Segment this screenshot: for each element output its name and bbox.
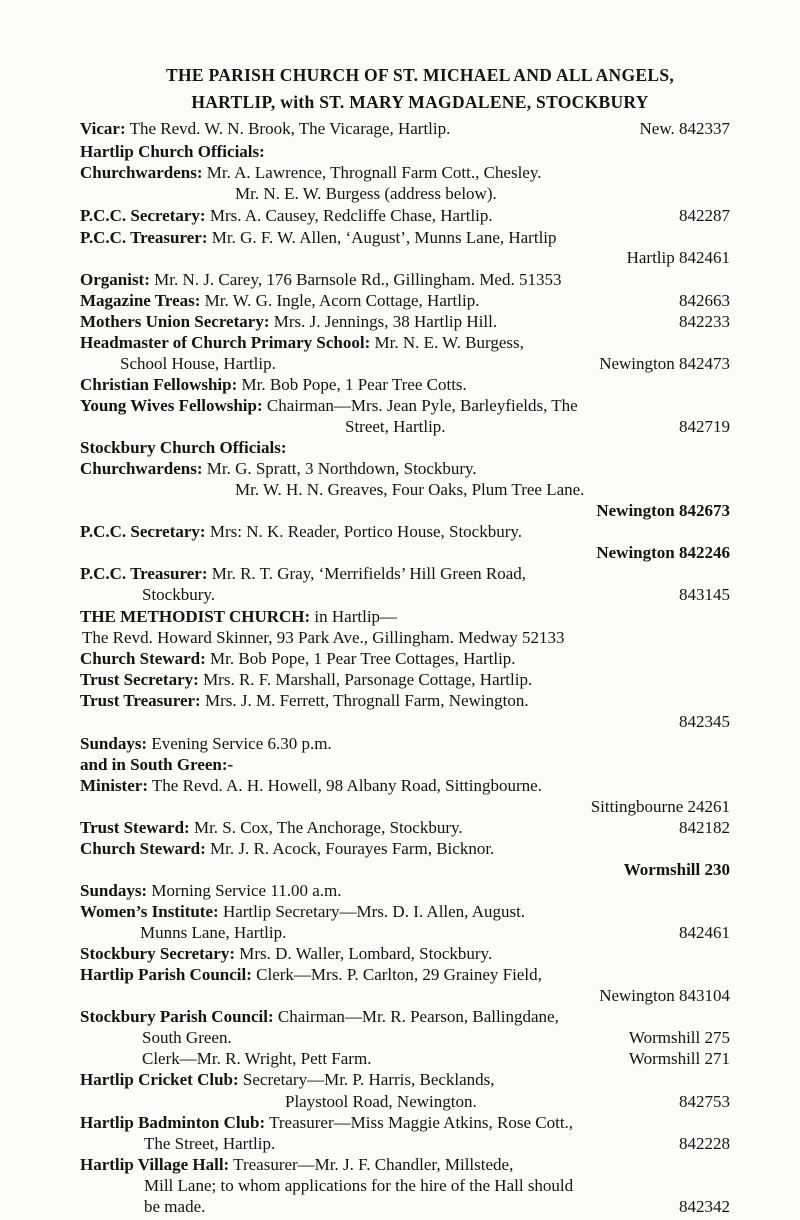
entry-label: and in South Green:- (80, 755, 234, 774)
entry-line (80, 1006, 730, 1027)
entry-line (80, 500, 730, 521)
entry-detail: Munns Lane, Hartlip. (140, 923, 287, 942)
entry-line (80, 374, 730, 395)
entry-line (80, 733, 730, 754)
phone-number: 842663 (679, 291, 730, 310)
entry-detail: Evening Service 6.30 p.m. (147, 734, 332, 753)
entry-detail: Hartlip Secretary—Mrs. D. I. Allen, August. (218, 902, 526, 921)
entry-line (80, 183, 730, 204)
entry-label: Vicar: (80, 119, 126, 138)
phone-number: 843145 (679, 585, 730, 604)
phone-number: 842182 (679, 818, 730, 837)
entry-detail: Mr. W. H. N. Greaves, Four Oaks, Plum Tree Lane. (235, 480, 585, 499)
phone-number: Wormshill 230 (623, 860, 730, 879)
entry-line (80, 563, 730, 584)
entry-line (80, 690, 730, 711)
entry-detail: Mr. Bob Pope, 1 Pear Tree Cottages, Hartlip. (205, 649, 516, 668)
entry-text (235, 183, 497, 204)
entry-detail: Mrs. R. F. Marshall, Parsonage Cottage, Hartlip. (198, 670, 533, 689)
entry-detail: in Hartlip— (310, 607, 398, 626)
phone-number: Hartlip 842461 (626, 248, 730, 267)
entry-detail: Mr. N. J. Carey, 176 Barnsole Rd., Gillingham. Med. 51353 (149, 270, 562, 289)
entry-line (80, 1112, 730, 1133)
entry-detail: Mr. W. G. Ingle, Acorn Cottage, Hartlip. (200, 291, 480, 310)
entry-line (80, 859, 730, 880)
entry-label: Churchwardens: (80, 459, 203, 478)
entry-line (80, 606, 730, 627)
entry-text (80, 1069, 495, 1090)
entry-detail: Mill Lane; to whom applications for the hire of the Hall should (144, 1176, 574, 1195)
entry-text (80, 269, 561, 290)
entry-text (80, 521, 522, 542)
entry-text (80, 964, 542, 985)
entry-text (144, 1175, 573, 1196)
entry-detail: Mr. G. F. W. Allen, ‘August’, Munns Lane, Hartlip (207, 228, 557, 247)
phone-number: 842342 (679, 1197, 730, 1216)
phone-number: Newington 843104 (599, 986, 730, 1005)
phone-number: 842287 (679, 206, 730, 225)
entry-line (80, 1048, 730, 1069)
phone-number: 842233 (679, 312, 730, 331)
entry-label: THE METHODIST CHURCH: (80, 607, 311, 626)
entry-line (80, 880, 730, 901)
entry-detail: Mr. A. Lawrence, Thrognall Farm Cott., Chesley. (202, 163, 542, 182)
phone-number: Newington 842246 (596, 543, 730, 562)
entry-detail: South Green. (142, 1028, 232, 1047)
entry-text (80, 754, 233, 775)
entry-line (80, 775, 730, 796)
entry-label: Mothers Union Secretary: (80, 312, 270, 331)
entry-line (80, 141, 730, 162)
entry-line (80, 901, 730, 922)
entry-text (80, 374, 467, 395)
entry-detail: Playstool Road, Newington. (285, 1092, 477, 1111)
entry-line (80, 395, 730, 416)
entry-detail: Mr. S. Cox, The Anchorage, Stockbury. (189, 818, 463, 837)
entry-text (80, 838, 494, 859)
phone-number: Wormshill 275 (628, 1028, 730, 1047)
entry-line (80, 985, 730, 1006)
entry-text (144, 1133, 275, 1154)
entry-line (80, 922, 730, 943)
entry-text (80, 1154, 513, 1175)
entry-line (80, 416, 730, 437)
entry-label: Hartlip Church Officials: (80, 142, 265, 161)
entry-line (80, 1154, 730, 1175)
entry-detail: Mr. R. T. Gray, ‘Merrifields’ Hill Green Road, (207, 564, 527, 583)
phone-number: New. 842337 (639, 119, 730, 138)
entry-text (80, 690, 529, 711)
entry-label: Church Steward: (80, 839, 206, 858)
entry-line (80, 1027, 730, 1048)
entry-detail: Treasurer—Miss Maggie Atkins, Rose Cott., (265, 1113, 574, 1132)
entry-text (80, 648, 516, 669)
entry-label: Hartlip Village Hall: (80, 1155, 230, 1174)
entry-label: Stockbury Secretary: (80, 944, 236, 963)
entry-detail: Morning Service 11.00 a.m. (147, 881, 342, 900)
entry-line (80, 227, 730, 248)
entry-text (80, 437, 287, 458)
entry-text (80, 458, 477, 479)
entry-label: Stockbury Parish Council: (80, 1007, 274, 1026)
entry-label: Hartlip Badminton Club: (80, 1113, 266, 1132)
entry-detail: Mr. N. E. W. Burgess (address below). (235, 184, 497, 203)
entry-line (80, 437, 730, 458)
entry-detail: Mr. Bob Pope, 1 Pear Tree Cotts. (237, 375, 467, 394)
entry-line (80, 247, 730, 268)
entry-label: Magazine Treas: (80, 291, 201, 310)
heading-line-1: THE PARISH CHURCH OF ST. MICHAEL AND ALL ANGELS, (165, 65, 675, 85)
entry-line (80, 754, 730, 775)
entry-detail: Mr. G. Spratt, 3 Northdown, Stockbury. (202, 459, 477, 478)
entry-detail: Mrs. A. Causey, Redcliffe Chase, Hartlip. (205, 206, 493, 225)
entry-text (345, 416, 446, 437)
entry-detail: School House, Hartlip. (120, 354, 276, 373)
entry-line (80, 521, 730, 542)
entry-text (140, 922, 286, 943)
entry-label: P.C.C. Treasurer: (80, 564, 208, 583)
entry-detail: Clerk—Mrs. P. Carlton, 29 Grainey Field, (251, 965, 542, 984)
entry-label: Minister: (80, 776, 148, 795)
entry-detail: Chairman—Mrs. Jean Pyle, Barleyfields, The (262, 396, 578, 415)
entry-line (80, 1069, 730, 1090)
phone-number: 842345 (679, 712, 730, 731)
entry-text (80, 141, 265, 162)
entry-detail: be made. (144, 1197, 206, 1216)
entry-text (80, 733, 332, 754)
entry-text (80, 901, 525, 922)
entry-text (80, 1006, 559, 1027)
entry-label: Sundays: (80, 734, 148, 753)
entry-detail: Mrs. J. Jennings, 38 Hartlip Hill. (269, 312, 498, 331)
entry-line (80, 205, 730, 226)
entry-line (80, 118, 730, 139)
entry-text (80, 332, 524, 353)
entry-line (80, 943, 730, 964)
entry-text (235, 479, 584, 500)
entry-line (80, 584, 730, 605)
entry-line (80, 648, 730, 669)
entry-label: Headmaster of Church Primary School: (80, 333, 371, 352)
entry-label: Trust Treasurer: (80, 691, 201, 710)
entry-detail: Mrs. D. Waller, Lombard, Stockbury. (235, 944, 493, 963)
entry-detail: Clerk—Mr. R. Wright, Pett Farm. (142, 1049, 372, 1068)
entry-text (82, 627, 564, 648)
entry-text (80, 563, 526, 584)
entry-text (80, 943, 492, 964)
entry-detail: The Revd. Howard Skinner, 93 Park Ave., Gillingham. Medway 52133 (82, 628, 565, 647)
entry-label: Hartlip Cricket Club: (80, 1070, 239, 1089)
entry-label: Stockbury Church Officials: (80, 438, 287, 457)
entry-line (80, 1196, 730, 1217)
entry-text (80, 1112, 573, 1133)
entry-text (80, 162, 541, 183)
entry-detail: Mr. N. E. W. Burgess, (370, 333, 524, 352)
entry-detail: Mr. J. R. Acock, Fourayes Farm, Bicknor. (205, 839, 495, 858)
entry-detail: Street, Hartlip. (345, 417, 446, 436)
entry-text (80, 227, 557, 248)
entry-label: Young Wives Fellowship: (80, 396, 263, 415)
entry-detail: Treasurer—Mr. J. F. Chandler, Millstede, (229, 1155, 514, 1174)
entry-line (80, 669, 730, 690)
entry-label: Sundays: (80, 881, 148, 900)
entry-line (80, 627, 730, 648)
entry-line (80, 479, 730, 500)
entry-text (144, 1196, 205, 1217)
entry-line (80, 711, 730, 732)
entry-text (80, 775, 542, 796)
entry-detail: Stockbury. (142, 585, 216, 604)
entry-detail: Mrs: N. K. Reader, Portico House, Stockbury. (205, 522, 523, 541)
entry-text (80, 290, 479, 311)
entry-text (142, 1027, 232, 1048)
phone-number: 842719 (679, 417, 730, 436)
entry-label: P.C.C. Secretary: (80, 206, 206, 225)
entry-label: Hartlip Parish Council: (80, 965, 252, 984)
phone-number: 842228 (679, 1134, 730, 1153)
entry-line (80, 311, 730, 332)
phone-number: 842461 (679, 923, 730, 942)
entry-label: Trust Secretary: (80, 670, 199, 689)
entry-line (80, 1175, 730, 1196)
entry-text (80, 817, 463, 838)
entry-detail: Chairman—Mr. R. Pearson, Ballingdane, (273, 1007, 559, 1026)
entry-line (80, 964, 730, 985)
entry-label: Church Steward: (80, 649, 206, 668)
entry-text (285, 1091, 477, 1112)
entry-detail: The Revd. A. H. Howell, 98 Albany Road, Sittingbourne. (147, 776, 542, 795)
entry-text (120, 353, 276, 374)
entry-label: Trust Steward: (80, 818, 190, 837)
entry-line (80, 290, 730, 311)
entry-line (80, 458, 730, 479)
entry-text (80, 606, 397, 627)
entry-detail: The Revd. W. N. Brook, The Vicarage, Hartlip. (125, 119, 451, 138)
entry-line (80, 353, 730, 374)
entry-text (80, 880, 341, 901)
entry-label: P.C.C. Treasurer: (80, 228, 208, 247)
phone-number: Newington 842473 (599, 354, 730, 373)
entry-detail: Mrs. J. M. Ferrett, Thrognall Farm, Newington. (200, 691, 529, 710)
entry-text (80, 118, 450, 139)
entry-line (80, 332, 730, 353)
entry-text (80, 205, 493, 226)
entry-label: Churchwardens: (80, 163, 203, 182)
entry-detail: The Street, Hartlip. (144, 1134, 276, 1153)
phone-number: Sittingbourne 24261 (590, 797, 730, 816)
heading-line-2: HARTLIP, with ST. MARY MAGDALENE, STOCKBURY (191, 92, 649, 112)
phone-number: Wormshill 271 (628, 1049, 730, 1068)
entry-line (80, 542, 730, 563)
entry-line (80, 269, 730, 290)
entry-label: Women’s Institute: (80, 902, 219, 921)
entry-line (80, 796, 730, 817)
entry-detail: Secretary—Mr. P. Harris, Becklands, (238, 1070, 495, 1089)
entry-line (80, 162, 730, 183)
phone-number: 842753 (679, 1092, 730, 1111)
entry-text (80, 311, 497, 332)
entry-line (80, 817, 730, 838)
entry-text (142, 1048, 371, 1069)
entry-label: Organist: (80, 270, 150, 289)
entry-label: P.C.C. Secretary: (80, 522, 206, 541)
entry-line (80, 838, 730, 859)
entry-line (80, 1091, 730, 1112)
phone-number: Newington 842673 (596, 501, 730, 520)
entry-label: Christian Fellowship: (80, 375, 238, 394)
entry-line (80, 1133, 730, 1154)
entry-text (142, 584, 215, 605)
entry-text (80, 669, 532, 690)
entry-text (80, 395, 578, 416)
